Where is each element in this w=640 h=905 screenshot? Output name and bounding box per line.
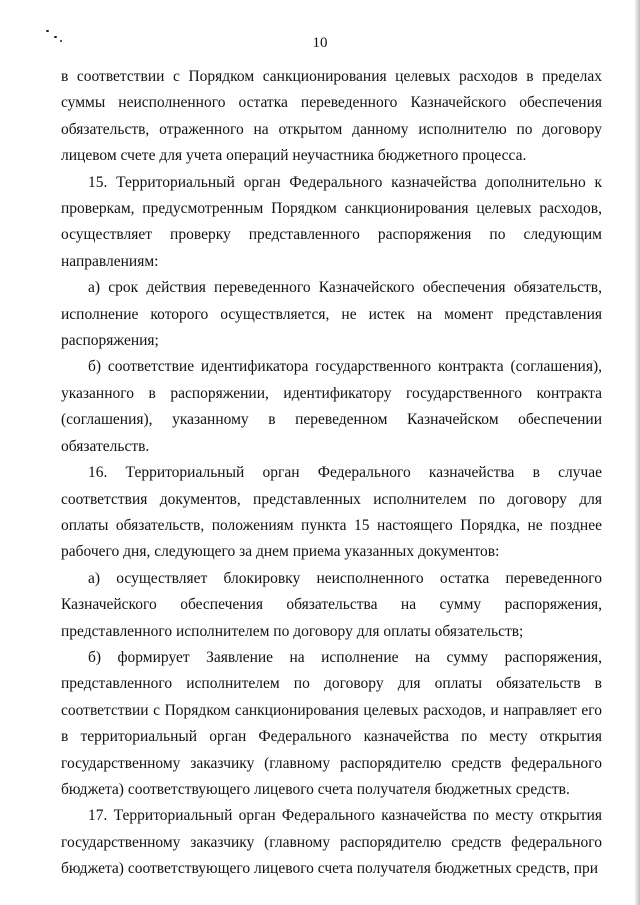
paragraph-15-b: б) соответствие идентификатора государственного контракта (соглашения), указанного в распоряжении, идентификатору государственного контракта (соглашения), указанному в переведенном Казначейском обеспечении обязательств. bbox=[61, 358, 602, 455]
page-number: 10 bbox=[312, 35, 328, 51]
paragraph-17: 17. Территориальный орган Федерального казначейства по месту открытия государственному заказчику (главному распорядителю средств федерального бюджета) соответствующего лицевого счета получателя бюджетных средств, при bbox=[61, 807, 602, 878]
paragraph-16-a: а) осуществляет блокировку неисполненного остатка переведенного Казначейского обеспечения обязательства на сумму распоряжения, представленного исполнителем по договору для оплаты обязательств; bbox=[61, 569, 602, 640]
scan-edge-shadow bbox=[634, 0, 640, 905]
paragraph-15: 15. Территориальный орган Федерального казначейства дополнительно к проверкам, предусмотренным Порядком санкционирования целевых расходов, осуществляет проверку представленного распоряжения по следующим направлениям: bbox=[61, 173, 602, 270]
document-body bbox=[61, 64, 602, 883]
paragraph-16: 16. Территориальный орган Федерального казначейства в случае соответствия документов, представленных исполнителем по договору для оплаты обязательств, положениям пункта 15 настоящего Порядка, не позднее рабочего дня, следующего за днем приема указанных документов: bbox=[61, 464, 602, 561]
paragraph-15-a: а) срок действия переведенного Казначейского обеспечения обязательств, исполнение которого осуществляется, не истек на момент представления распоряжения; bbox=[61, 279, 602, 350]
paragraph-16-b: б) формирует Заявление на исполнение на сумму распоряжения, представленного исполнителем по договору для оплаты обязательств в соответствии с Порядком санкционирования целевых расходов, и направляет его в территориальный орган Федерального казначейства по месту открытия государственному заказчику (главному распорядителю средств федерального бюджета) соответствующего лицевого счета получателя бюджетных средств. bbox=[61, 648, 602, 798]
paragraph-continuation: в соответствии с Порядком санкционирования целевых расходов в пределах суммы неисполненного остатка переведенного Казначейского обеспечения обязательств, отраженного на открытом данному исполнителю по договору лицевом счете для учета операций неучастника бюджетного процесса. bbox=[61, 68, 602, 165]
